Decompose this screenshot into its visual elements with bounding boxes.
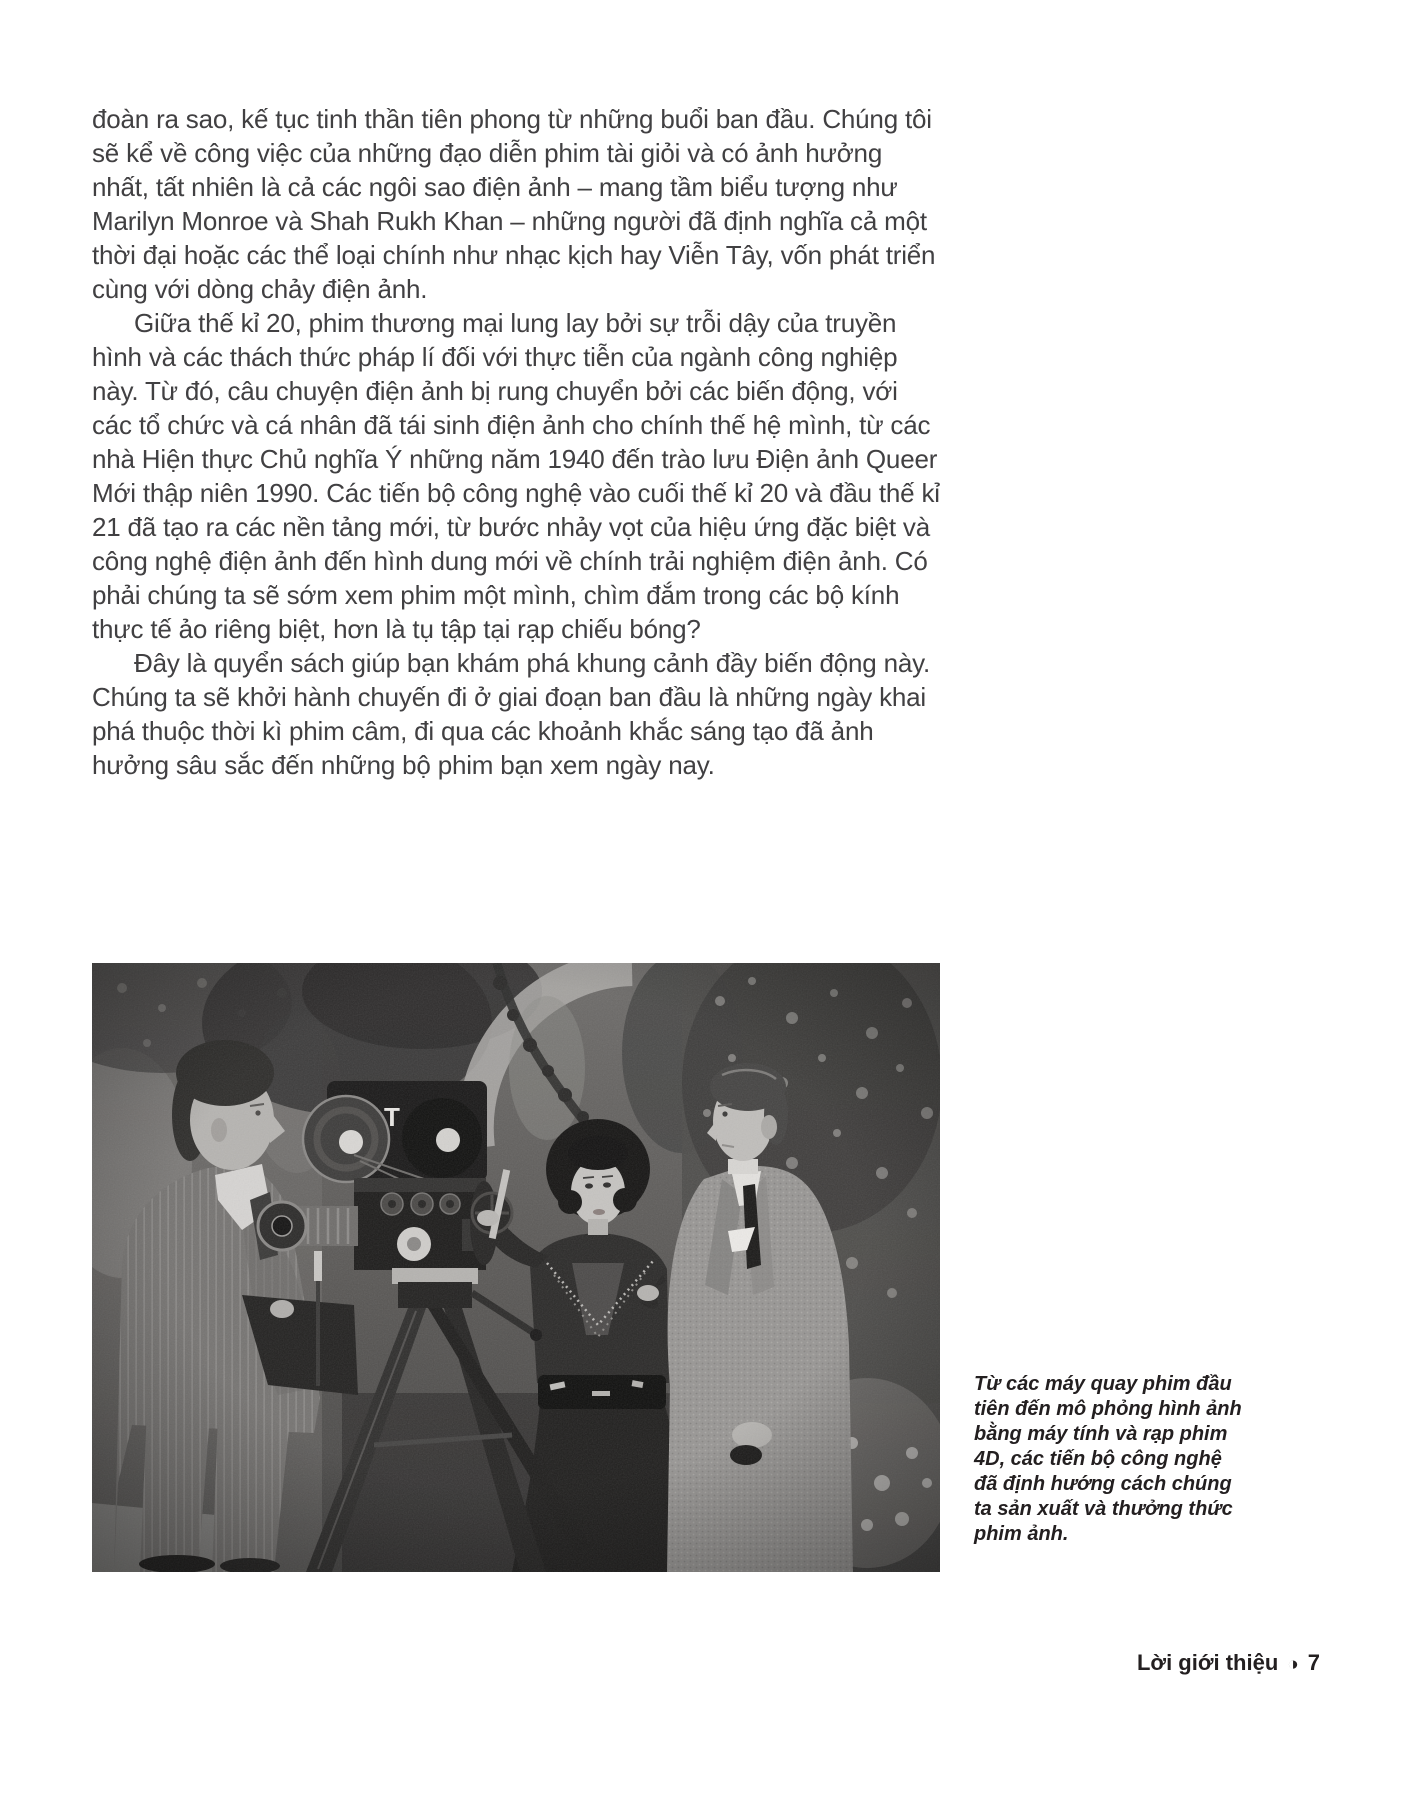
intro-body-text	[92, 102, 942, 782]
intro-photo	[92, 963, 940, 1572]
paragraph-3: Đây là quyển sách giúp bạn khám phá khung cảnh đầy biến động này. Chúng ta sẽ khởi hành chuyến đi ở giai đoạn ban đầu là những ngày khai phá thuộc thời kì phim câm, đi qua các khoảnh khắc sáng tạo đã ảnh hưởng sâu sắc đến những bộ phim bạn xem ngày nay.	[92, 648, 930, 780]
page-footer	[1137, 1650, 1320, 1676]
vintage-film-camera-photo	[92, 963, 940, 1572]
photo-caption: Từ các máy quay phim đầu tiên đến mô phỏng hình ảnh bằng máy tính và rạp phim 4D, các tiến bộ công nghệ đã định hướng cách chúng ta sản xuất và thưởng thức phim ảnh.	[974, 1373, 1242, 1545]
paragraph-1: đoàn ra sao, kế tục tinh thần tiên phong từ những buổi ban đầu. Chúng tôi sẽ kể về công việc của những đạo diễn phim tài giỏi và có ảnh hưởng nhất, tất nhiên là cả các ngôi sao điện ảnh – mang tầm biểu tượng như Marilyn Monroe và Shah Rukh Khan – những người đã định nghĩa cả một thời đại hoặc các thể loại chính như nhạc kịch hay Viễn Tây, vốn phát triển cùng với dòng chảy điện ảnh.	[92, 104, 936, 304]
footer-section-label: Lời giới thiệu	[1136, 1650, 1279, 1675]
paragraph-2: Giữa thế kỉ 20, phim thương mại lung lay bởi sự trỗi dậy của truyền hình và các thách thức pháp lí đối với thực tiễn của ngành công nghiệp này. Từ đó, câu chuyện điện ảnh bị rung chuyển bởi các biến động, với các tổ chức và cá nhân đã tái sinh điện ảnh cho chính thế hệ mình, từ các nhà Hiện thực Chủ nghĩa Ý những năm 1940 đến trào lưu Điện ảnh Queer Mới thập niên 1990. Các tiến bộ công nghệ vào cuối thế kỉ 20 và đầu thế kỉ 21 đã tạo ra các nền tảng mới, từ bước nhảy vọt của hiệu ứng đặc biệt và công nghệ điện ảnh đến hình dung mới về chính trải nghiệm điện ảnh. Có phải chúng ta sẽ sớm xem phim một mình, chìm đắm trong các bộ kính thực tế ảo riêng biệt, hơn là tụ tập tại rạp chiếu bóng?	[92, 308, 940, 644]
page-number: 7	[1307, 1650, 1320, 1675]
half-circle-icon: ◑	[1287, 1653, 1299, 1675]
